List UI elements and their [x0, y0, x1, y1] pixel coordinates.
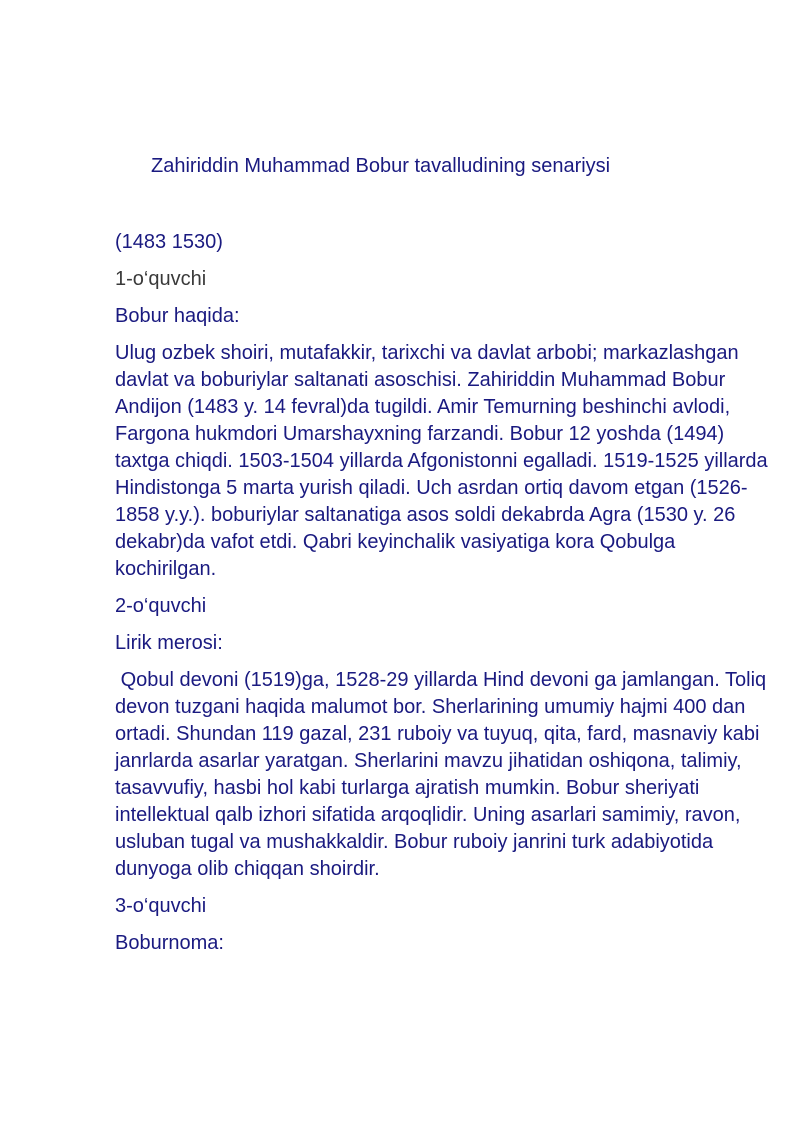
section-heading: Bobur haqida:	[115, 305, 240, 327]
section-heading: Lirik merosi:	[115, 632, 223, 654]
speaker-label: 2-o‘quvchi	[115, 595, 207, 617]
document-title: Zahiriddin Muhammad Bobur tavalludining senariysi	[151, 155, 611, 177]
section-paragraph: Qobul devoni (1519)ga, 1528-29 yillarda Hind devoni ga jamlangan. Toliq devon tuzgani haqida malumot bor. Sherlarining umumiy hajmi 400 dan ortadi. Shundan 119 gazal, 231 ruboiy va tuyuq, qita, fard, masnaviy kabi janrlarda asarlar yaratgan. Sherlarini mavzu jihatidan oshiqona, talimiy, tasavvufiy, hasbi hol kabi turlarga ajratish mumkin. Bobur sheriyati intellektual qalb izhori sifatida arqoqlidir. Uning asarlari samimiy, ravon, usluban tugal va mushakkaldir. Bobur ruboiy janrini turk adabiyotida dunyoga olib chiqqan shoirdir.	[115, 669, 772, 880]
section-heading: Boburnoma:	[115, 932, 224, 954]
speaker-label: 1-o‘quvchi	[115, 268, 207, 290]
speaker-label: 3-o‘quvchi	[115, 895, 207, 917]
document-body	[115, 229, 775, 967]
years-line: (1483 1530)	[115, 231, 223, 253]
section-paragraph: Ulug ozbek shoiri, mutafakkir, tarixchi va davlat arbobi; markazlashgan davlat va boburiylar saltanati asoschisi. Zahiriddin Muhammad Bobur Andijon (1483 y. 14 fevral)da tugildi. Amir Temurning beshinchi avlodi, Fargona hukmdori Umarshayxning farzandi. Bobur 12 yoshda (1494) taxtga chiqdi. 1503-1504 yillarda Afgonistonni egalladi. 1519-1525 yillarda Hindistonga 5 marta yurish qiladi. Uch asrdan ortiq davom etgan (1526-1858 y.y.). boburiylar saltanatiga asos soldi dekabrda Agra (1530 y. 26 dekabr)da vafot etdi. Qabri keyinchalik vasiyatiga kora Qobulga kochirilgan.	[115, 342, 768, 580]
